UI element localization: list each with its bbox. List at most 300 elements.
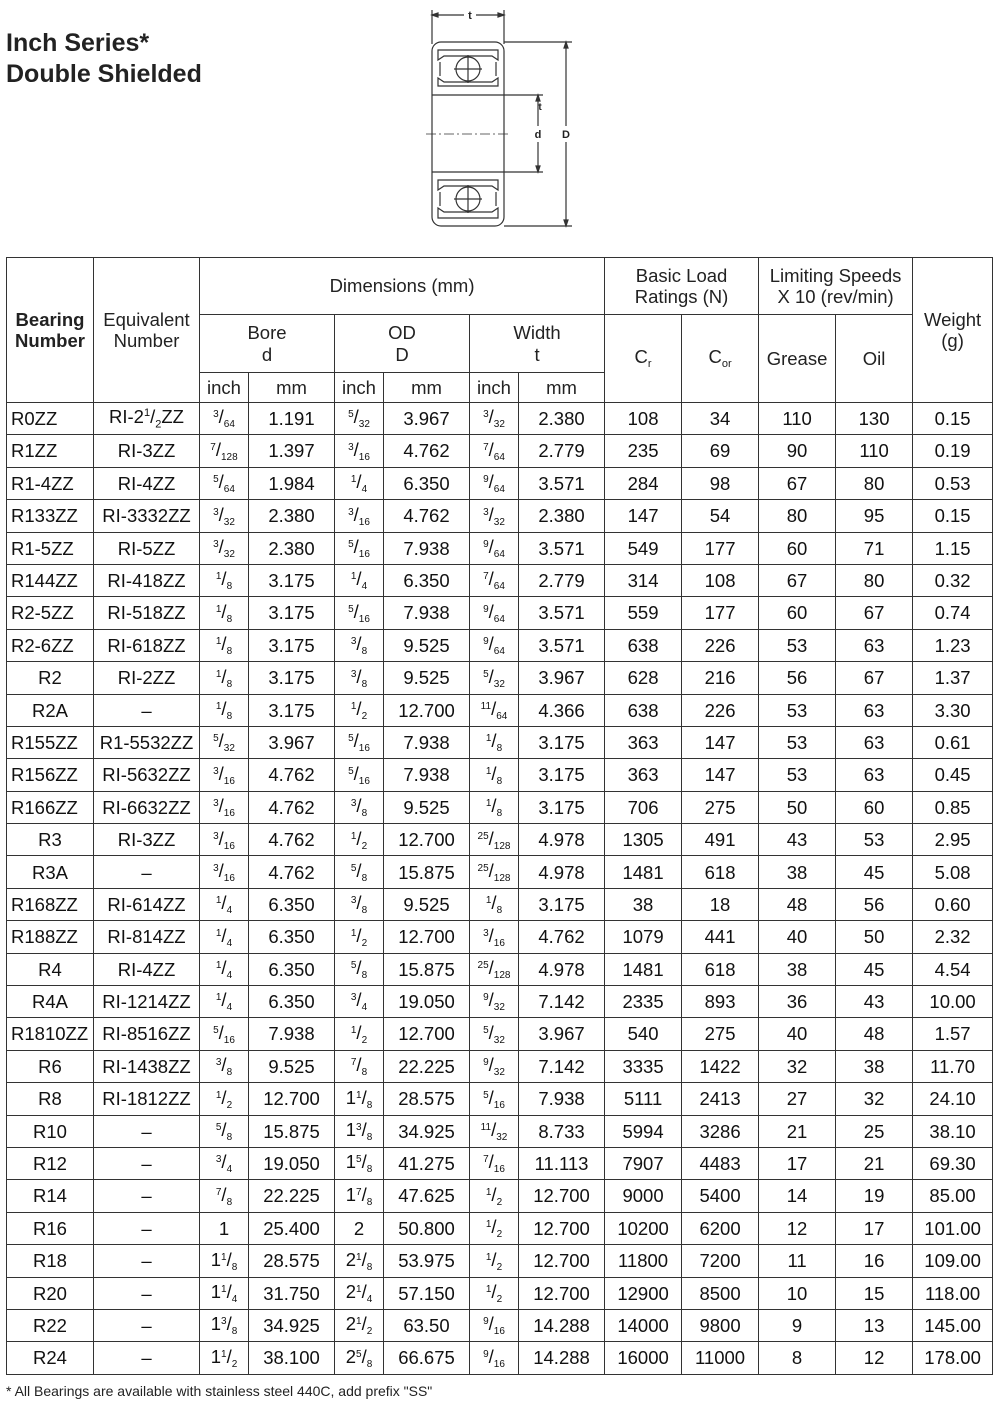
fraction-part: 2 [361, 937, 368, 949]
width-mm: 8.733 [519, 1115, 605, 1147]
speed-oil: 67 [836, 597, 913, 629]
fraction-part: 64 [223, 419, 235, 431]
fraction-part: / [356, 924, 362, 946]
fraction-part: 1 [215, 603, 222, 615]
header-cr-sub: r [647, 358, 652, 371]
fraction-part: 1 [356, 1316, 362, 1328]
bore-inch-value [215, 957, 233, 982]
fraction-part: 4 [361, 484, 368, 496]
fraction-part: / [226, 1313, 232, 1335]
equivalent-part: RI-418ZZ [107, 570, 186, 592]
od-mm: 12.700 [384, 694, 470, 726]
equivalent-part: RI-4ZZ [117, 958, 176, 980]
speed-grease: 10 [759, 1277, 836, 1309]
od-inch-value [350, 827, 368, 852]
fraction-part: / [361, 1345, 367, 1367]
width-inch [470, 1277, 519, 1309]
fraction-part: / [218, 406, 224, 428]
bearing-number: R1-5ZZ [7, 532, 94, 564]
width-inch-value [483, 1054, 505, 1079]
load-cr: 559 [605, 597, 682, 629]
load-cr: 5994 [605, 1115, 682, 1147]
equivalent-part: RI-814ZZ [107, 926, 186, 948]
fraction-part: / [488, 600, 494, 622]
fraction-part: 5 [348, 409, 354, 421]
speed-oil: 15 [836, 1277, 913, 1309]
bore-mm: 1.397 [249, 435, 335, 467]
fraction-part: 16 [358, 775, 370, 787]
equivalent-part: – [141, 1153, 152, 1175]
bore-mm: 4.762 [249, 791, 335, 823]
equivalent-number [94, 953, 200, 985]
bore-inch-value [213, 795, 235, 820]
fraction-part: 1 [218, 1217, 230, 1239]
fraction-part: 3 [348, 441, 354, 453]
bearing-number: R2-5ZZ [7, 597, 94, 629]
fraction-part: / [356, 957, 362, 979]
width-inch [470, 500, 519, 532]
fraction-part: / [218, 762, 224, 784]
fraction-part: / [356, 1021, 362, 1043]
equivalent-part: RI-5ZZ [117, 537, 176, 559]
bore-mm: 3.175 [249, 597, 335, 629]
od-inch-value [350, 1021, 368, 1046]
od-inch [335, 1018, 384, 1050]
width-inch [470, 1342, 519, 1374]
table-row [7, 403, 993, 435]
od-mm: 28.575 [384, 1083, 470, 1115]
speed-oil: 50 [836, 921, 913, 953]
table-row [7, 1018, 993, 1050]
speed-grease: 90 [759, 435, 836, 467]
equivalent-number [94, 500, 200, 532]
load-cr: 14000 [605, 1309, 682, 1341]
header-cr-text: C [634, 346, 648, 368]
bearing-number: R166ZZ [7, 791, 94, 823]
fraction-part: 8 [361, 905, 368, 917]
fraction-part: 1 [221, 1348, 227, 1360]
fraction-part: / [491, 1216, 497, 1238]
od-inch-value [345, 1345, 373, 1370]
fraction-part: 5 [483, 668, 489, 680]
width-inch [470, 986, 519, 1018]
table-row [7, 662, 993, 694]
speed-grease: 27 [759, 1083, 836, 1115]
fraction-part: 8 [226, 613, 233, 625]
bearing-number: R14 [7, 1180, 94, 1212]
od-mm: 3.967 [384, 403, 470, 435]
bearing-number: R24 [7, 1342, 94, 1374]
header-weight-line2: (g) [941, 330, 964, 351]
weight: 101.00 [913, 1212, 993, 1244]
fraction-part: 16 [493, 1326, 505, 1338]
width-inch [470, 532, 519, 564]
od-mm: 7.938 [384, 759, 470, 791]
bore-mm: 6.350 [249, 888, 335, 920]
width-inch [470, 1180, 519, 1212]
table-row [7, 921, 993, 953]
fraction-part: / [488, 859, 494, 881]
load-cor: 4483 [682, 1147, 759, 1179]
equivalent-part: – [141, 1315, 152, 1336]
fraction-part: 2 [345, 1313, 357, 1335]
od-inch-value [350, 471, 368, 496]
bore-inch [200, 759, 249, 791]
bore-inch-value [213, 1021, 235, 1046]
fraction-part: / [491, 892, 497, 914]
fraction-part: 5 [350, 862, 357, 874]
load-cr: 5111 [605, 1083, 682, 1115]
bore-inch-value [213, 471, 235, 496]
width-mm: 4.762 [519, 921, 605, 953]
table-row [7, 564, 993, 596]
speed-grease: 11 [759, 1245, 836, 1277]
fraction-part: 8 [226, 646, 233, 658]
speed-grease: 67 [759, 564, 836, 596]
fraction-part: 32 [493, 419, 505, 431]
od-inch [335, 824, 384, 856]
fraction-part: 3 [350, 668, 357, 680]
bore-inch [200, 856, 249, 888]
od-mm: 9.525 [384, 662, 470, 694]
equivalent-number [94, 1115, 200, 1147]
width-inch-value [485, 730, 503, 755]
equivalent-part: 1 [143, 406, 151, 419]
load-cr: 638 [605, 629, 682, 661]
bore-mm: 12.700 [249, 1083, 335, 1115]
width-inch-value [483, 471, 505, 496]
fraction-part: 2 [496, 1229, 503, 1241]
header-basic-load [605, 258, 759, 315]
equivalent-number [94, 467, 200, 499]
load-cor: 147 [682, 726, 759, 758]
diagram-label-t-top: t [468, 10, 472, 22]
fraction-part: 16 [223, 872, 235, 884]
table-row [7, 467, 993, 499]
bore-inch-value [213, 730, 235, 755]
od-inch [335, 1212, 384, 1244]
speed-grease: 53 [759, 629, 836, 661]
width-inch-value [485, 1248, 503, 1273]
od-mm: 12.700 [384, 921, 470, 953]
width-mm: 4.366 [519, 694, 605, 726]
od-inch-value [350, 568, 368, 593]
width-mm: 14.288 [519, 1342, 605, 1374]
fraction-part: 4 [226, 1164, 233, 1176]
equivalent-part: – [141, 861, 152, 883]
weight: 2.95 [913, 824, 993, 856]
speed-grease: 53 [759, 726, 836, 758]
bore-mm: 1.984 [249, 467, 335, 499]
fraction-part: 9 [483, 1057, 489, 1069]
od-mm: 4.762 [384, 435, 470, 467]
od-mm: 50.800 [384, 1212, 470, 1244]
fraction-part: 3 [221, 1316, 227, 1328]
weight: 109.00 [913, 1245, 993, 1277]
fraction-part: 64 [493, 484, 505, 496]
fraction-part: 4 [226, 1002, 233, 1014]
fraction-part: / [488, 1021, 494, 1043]
speed-oil: 67 [836, 662, 913, 694]
od-mm: 63.50 [384, 1309, 470, 1341]
bore-inch [200, 791, 249, 823]
speed-oil: 16 [836, 1245, 913, 1277]
header-width-inch: inch [470, 373, 519, 403]
fraction-part: 5 [348, 603, 354, 615]
fraction-part: 7 [356, 1186, 362, 1198]
fraction-part: 1 [350, 571, 357, 583]
fraction-part: / [218, 471, 224, 493]
fraction-part: 32 [493, 1002, 505, 1014]
fraction-part: 16 [358, 516, 370, 528]
speed-grease: 38 [759, 953, 836, 985]
width-mm: 4.978 [519, 824, 605, 856]
od-mm: 4.762 [384, 500, 470, 532]
bore-mm: 1.191 [249, 403, 335, 435]
bore-mm: 3.175 [249, 564, 335, 596]
bore-inch [200, 726, 249, 758]
fraction-part: / [218, 503, 224, 525]
equivalent-number [94, 1180, 200, 1212]
fraction-part: / [221, 957, 227, 979]
bearing-number: R8 [7, 1083, 94, 1115]
load-cor: 226 [682, 694, 759, 726]
speed-grease: 14 [759, 1180, 836, 1212]
fraction-part: 64 [493, 613, 505, 625]
fraction-part: 1 [485, 1219, 492, 1231]
weight: 1.37 [913, 662, 993, 694]
bore-mm: 4.762 [249, 856, 335, 888]
speed-oil: 43 [836, 986, 913, 1018]
title-line-2: Double Shielded [6, 60, 202, 88]
fraction-part: 8 [226, 710, 233, 722]
od-inch-value [350, 795, 368, 820]
bearing-number: R156ZZ [7, 759, 94, 791]
fraction-part: 16 [493, 1358, 505, 1370]
table-row [7, 1309, 993, 1341]
speed-oil: 32 [836, 1083, 913, 1115]
width-inch [470, 888, 519, 920]
od-inch [335, 500, 384, 532]
fraction-part: 2 [345, 1280, 357, 1302]
fraction-part: 5 [483, 1089, 489, 1101]
equivalent-number [94, 1083, 200, 1115]
bore-mm: 4.762 [249, 759, 335, 791]
od-inch-value [350, 697, 368, 722]
table-row [7, 888, 993, 920]
table-row [7, 1147, 993, 1179]
load-cr: 235 [605, 435, 682, 467]
bore-inch [200, 532, 249, 564]
width-mm: 3.967 [519, 662, 605, 694]
od-mm: 15.875 [384, 953, 470, 985]
fraction-part: / [221, 989, 227, 1011]
equivalent-part: RI-614ZZ [107, 893, 186, 915]
header-bore-inch: inch [200, 373, 249, 403]
bore-inch-value [215, 1119, 233, 1144]
header-width-line1: Width [513, 322, 561, 344]
bearing-number: R6 [7, 1050, 94, 1082]
fraction-part: / [353, 406, 359, 428]
width-inch [470, 1147, 519, 1179]
load-cor: 3286 [682, 1115, 759, 1147]
speed-oil: 25 [836, 1115, 913, 1147]
table-row [7, 500, 993, 532]
fraction-part: / [215, 438, 221, 460]
fraction-part: 8 [226, 1132, 233, 1144]
weight: 38.10 [913, 1115, 993, 1147]
speed-grease: 32 [759, 1050, 836, 1082]
weight: 118.00 [913, 1277, 993, 1309]
od-inch [335, 791, 384, 823]
load-cor: 69 [682, 435, 759, 467]
fraction-part: 8 [361, 646, 368, 658]
bore-inch [200, 888, 249, 920]
fraction-part: / [356, 633, 362, 655]
fraction-part: / [221, 1119, 227, 1141]
od-mm: 41.275 [384, 1147, 470, 1179]
fraction-part: 32 [493, 1067, 505, 1079]
fraction-part: 1 [356, 1251, 362, 1263]
fraction-part: 32 [493, 678, 505, 690]
equivalent-part: RI-3ZZ [117, 440, 176, 462]
fraction-part: 1 [350, 927, 357, 939]
fraction-part: / [488, 471, 494, 493]
bore-mm: 6.350 [249, 986, 335, 1018]
fraction-part: 2 [361, 840, 368, 852]
od-inch-value [350, 665, 368, 690]
fraction-part: / [361, 1151, 367, 1173]
equivalent-number [94, 532, 200, 564]
width-inch-value [483, 568, 505, 593]
fraction-part: 8 [226, 678, 233, 690]
fraction-part: 8 [366, 1196, 373, 1208]
equivalent-number [94, 694, 200, 726]
od-inch [335, 921, 384, 953]
fraction-part: 9 [483, 1316, 489, 1328]
fraction-part: 64 [493, 451, 505, 463]
equivalent-part: – [141, 1185, 152, 1207]
bore-mm: 3.175 [249, 694, 335, 726]
header-cor [682, 315, 759, 403]
equivalent-part: RI-1812ZZ [102, 1088, 191, 1110]
width-inch [470, 1115, 519, 1147]
od-inch [335, 597, 384, 629]
fraction-part: / [361, 1119, 367, 1141]
fraction-part: 8 [231, 1261, 238, 1273]
table-row [7, 986, 993, 1018]
fraction-part: / [361, 1086, 367, 1108]
fraction-part: 1 [215, 895, 222, 907]
width-inch-value [483, 633, 505, 658]
fraction-part: 1 [210, 1345, 222, 1367]
fraction-part: / [361, 1280, 367, 1302]
fraction-part: 1 [215, 700, 222, 712]
bearing-number: R3A [7, 856, 94, 888]
fraction-part: 64 [493, 549, 505, 560]
weight: 5.08 [913, 856, 993, 888]
equivalent-number [94, 1212, 200, 1244]
width-inch-value [483, 406, 505, 431]
table-row [7, 1277, 993, 1309]
width-mm: 3.571 [519, 467, 605, 499]
fraction-part: 1 [485, 1283, 492, 1295]
fraction-part: 3 [213, 506, 219, 518]
header-weight-line1: Weight [923, 308, 982, 330]
speed-oil: 63 [836, 759, 913, 791]
fraction-part: 9 [483, 474, 489, 486]
od-mm: 34.925 [384, 1115, 470, 1147]
speed-grease: 48 [759, 888, 836, 920]
speed-oil: 56 [836, 888, 913, 920]
width-inch-value [483, 600, 505, 625]
od-inch-value [353, 1217, 365, 1239]
bore-inch [200, 1147, 249, 1179]
fraction-part: / [488, 568, 494, 590]
load-cor: 8500 [682, 1277, 759, 1309]
fraction-part: / [218, 859, 224, 881]
bore-inch-value [213, 503, 235, 528]
equivalent-number [94, 662, 200, 694]
table-row [7, 1212, 993, 1244]
equivalent-number [94, 1147, 200, 1179]
bore-inch-value [213, 762, 235, 787]
fraction-part: 32 [223, 549, 235, 560]
width-inch-value [485, 1183, 503, 1208]
speed-oil: 110 [836, 435, 913, 467]
od-mm: 6.350 [384, 564, 470, 596]
bore-inch-value [213, 536, 235, 560]
bore-inch-value [210, 1313, 238, 1338]
fraction-part: / [361, 1313, 367, 1335]
od-inch-value [348, 762, 370, 787]
od-inch-value [345, 1086, 373, 1111]
load-cor: 226 [682, 629, 759, 661]
od-inch [335, 1342, 384, 1374]
fraction-part: 128 [493, 872, 511, 884]
fraction-part: 32 [493, 516, 505, 528]
load-cr: 1481 [605, 953, 682, 985]
speed-oil: 63 [836, 629, 913, 661]
header-basic-load-line2: Ratings (N) [634, 286, 729, 307]
bore-inch [200, 1018, 249, 1050]
fraction-part: 64 [496, 710, 508, 722]
fraction-part: 4 [226, 905, 233, 917]
fraction-part: 3 [213, 409, 219, 421]
od-inch [335, 1277, 384, 1309]
load-cr: 9000 [605, 1180, 682, 1212]
fraction-part: / [226, 1280, 232, 1302]
bore-inch [200, 500, 249, 532]
bore-inch-value [215, 697, 233, 722]
fraction-part: 7 [483, 1154, 489, 1166]
bearing-number: R2 [7, 662, 94, 694]
bore-inch [200, 986, 249, 1018]
width-mm: 7.938 [519, 1083, 605, 1115]
bore-mm: 22.225 [249, 1180, 335, 1212]
fraction-part: / [353, 503, 359, 525]
width-inch-value [483, 1086, 505, 1111]
table-row [7, 726, 993, 758]
speed-grease: 21 [759, 1115, 836, 1147]
od-inch-value [345, 1280, 373, 1305]
width-inch [470, 467, 519, 499]
equivalent-part: R1-5532ZZ [99, 731, 194, 753]
bearing-number: R1810ZZ [7, 1018, 94, 1050]
od-inch [335, 662, 384, 694]
fraction-part: 1 [485, 895, 492, 907]
od-inch [335, 564, 384, 596]
